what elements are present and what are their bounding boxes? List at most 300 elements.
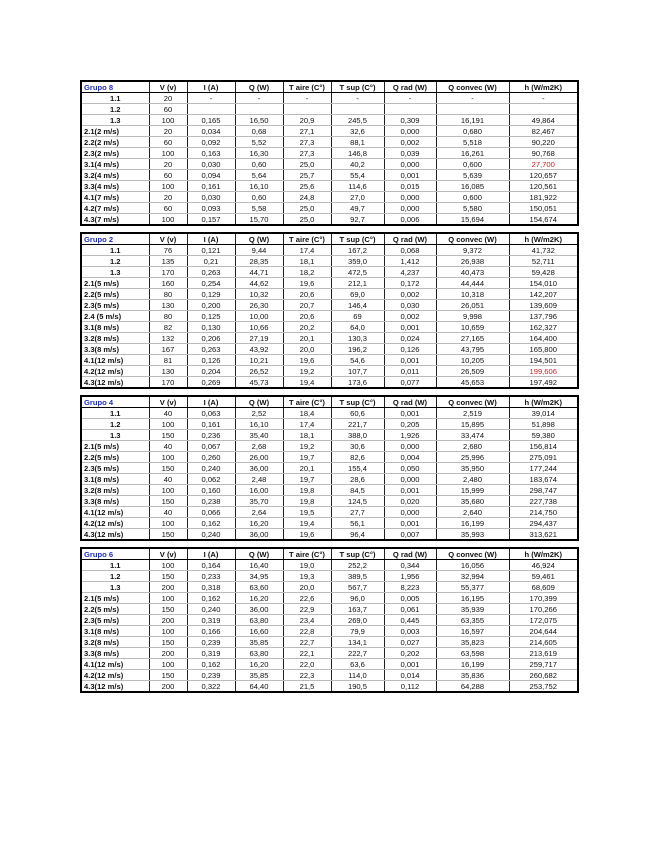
- column-header: h (W/m2K): [509, 233, 578, 245]
- table-cell: 34,95: [235, 571, 283, 582]
- table-cell: 204,644: [509, 626, 578, 637]
- table-cell: 155,4: [331, 463, 384, 474]
- table-cell: 30,6: [331, 441, 384, 452]
- table-cell: 0,000: [384, 441, 436, 452]
- table-cell: 389,5: [331, 571, 384, 582]
- table-cell: 19,8: [283, 485, 331, 496]
- results-document: [80, 80, 577, 699]
- table-cell: 20,2: [283, 322, 331, 333]
- table-cell: 100: [149, 659, 187, 670]
- table-cell: 43,92: [235, 344, 283, 355]
- table-row: [81, 485, 578, 496]
- table-cell: 80: [149, 289, 187, 300]
- table-cell: 26,30: [235, 300, 283, 311]
- table-row: [81, 659, 578, 670]
- table-cell: 80: [149, 311, 187, 322]
- table-row: [81, 593, 578, 604]
- table-cell: 19,6: [283, 529, 331, 541]
- table-cell: 16,056: [436, 560, 509, 571]
- table-cell: 90,768: [509, 148, 578, 159]
- table-cell: 165,800: [509, 344, 578, 355]
- table-cell: 40: [149, 441, 187, 452]
- table-cell: 124,5: [331, 496, 384, 507]
- column-header: Q (W): [235, 233, 283, 245]
- table-cell: 0,125: [187, 311, 235, 322]
- table-row: [81, 104, 578, 115]
- table-cell: 63,598: [436, 648, 509, 659]
- table-cell: 0,165: [187, 115, 235, 126]
- table-cell: 35,950: [436, 463, 509, 474]
- table-cell: 84,5: [331, 485, 384, 496]
- table-cell: 200: [149, 681, 187, 693]
- table-cell: 0,600: [436, 192, 509, 203]
- row-label: 1.2: [81, 104, 149, 115]
- table-cell: -: [283, 93, 331, 104]
- table-cell: 0,254: [187, 278, 235, 289]
- table-cell: 313,621: [509, 529, 578, 541]
- table-cell: 0,000: [384, 507, 436, 518]
- table-cell: 35,85: [235, 637, 283, 648]
- table-cell: 0,027: [384, 637, 436, 648]
- table-cell: 146,8: [331, 148, 384, 159]
- table-cell: 5,58: [235, 203, 283, 214]
- table-cell: 17,4: [283, 419, 331, 430]
- row-label: 4.1(12 m/s): [81, 355, 149, 366]
- table-cell: 19,7: [283, 452, 331, 463]
- table-cell: 2,519: [436, 408, 509, 419]
- table-row: [81, 377, 578, 389]
- table-cell: 49,7: [331, 203, 384, 214]
- table-cell: 63,60: [235, 582, 283, 593]
- table-cell: 120,657: [509, 170, 578, 181]
- table-cell: 63,355: [436, 615, 509, 626]
- table-cell: 472,5: [331, 267, 384, 278]
- table-cell: 0,160: [187, 485, 235, 496]
- table-cell: 359,0: [331, 256, 384, 267]
- column-header: T aire (C°): [283, 81, 331, 93]
- table-row: [81, 637, 578, 648]
- table-cell: 150: [149, 496, 187, 507]
- table-row: [81, 192, 578, 203]
- table-cell: 27,165: [436, 333, 509, 344]
- table-cell: 36,00: [235, 463, 283, 474]
- table-cell: 25,0: [283, 214, 331, 226]
- table-row: [81, 582, 578, 593]
- table-cell: 298,747: [509, 485, 578, 496]
- table-cell: 199,606: [509, 366, 578, 377]
- table-cell: 214,750: [509, 507, 578, 518]
- table-cell: 45,653: [436, 377, 509, 389]
- column-header: Q rad (W): [384, 396, 436, 408]
- row-label: 3.3(4 m/s): [81, 181, 149, 192]
- table-cell: 25,7: [283, 170, 331, 181]
- row-label: 2.1(2 m/s): [81, 126, 149, 137]
- table-row: [81, 115, 578, 126]
- table-cell: 0,001: [384, 485, 436, 496]
- table-cell: 35,836: [436, 670, 509, 681]
- table-cell: 0,236: [187, 430, 235, 441]
- table-cell: 114,6: [331, 181, 384, 192]
- row-label: 1.1: [81, 93, 149, 104]
- column-header: Q (W): [235, 81, 283, 93]
- table-cell: 0,162: [187, 518, 235, 529]
- row-label: 2.1(5 m/s): [81, 441, 149, 452]
- table-row: [81, 507, 578, 518]
- table-cell: 0,162: [187, 659, 235, 670]
- table-cell: 18,1: [283, 430, 331, 441]
- table-cell: 20,1: [283, 463, 331, 474]
- row-label: 3.3(8 m/s): [81, 496, 149, 507]
- table-cell: 0,002: [384, 137, 436, 148]
- table-cell: 0,126: [384, 344, 436, 355]
- table-cell: 0,067: [187, 441, 235, 452]
- row-label: 3.2(4 m/s): [81, 170, 149, 181]
- table-cell: 196,2: [331, 344, 384, 355]
- table-cell: 0,322: [187, 681, 235, 693]
- table-cell: 0,039: [384, 148, 436, 159]
- row-label: 4.1(12 m/s): [81, 659, 149, 670]
- table-cell: 22,7: [283, 637, 331, 648]
- column-header: V (v): [149, 233, 187, 245]
- table-cell: 154,674: [509, 214, 578, 226]
- table-cell: 100: [149, 518, 187, 529]
- table-cell: 64,288: [436, 681, 509, 693]
- table-cell: 137,796: [509, 311, 578, 322]
- group-name: Grupo 8: [81, 81, 149, 93]
- row-label: 2.2(2 m/s): [81, 137, 149, 148]
- table-cell: 5,639: [436, 170, 509, 181]
- table-cell: 40: [149, 474, 187, 485]
- row-label: 3.3(8 m/s): [81, 344, 149, 355]
- table-cell: [509, 104, 578, 115]
- column-header: h (W/m2K): [509, 81, 578, 93]
- table-cell: 0,163: [187, 148, 235, 159]
- table-cell: 90,220: [509, 137, 578, 148]
- table-cell: 69,0: [331, 289, 384, 300]
- table-cell: 27,7: [331, 507, 384, 518]
- row-label: 1.3: [81, 430, 149, 441]
- table-cell: 154,010: [509, 278, 578, 289]
- table-cell: 33,474: [436, 430, 509, 441]
- table-row: [81, 366, 578, 377]
- table-cell: 0,233: [187, 571, 235, 582]
- table-cell: 194,501: [509, 355, 578, 366]
- table-cell: 79,9: [331, 626, 384, 637]
- table-cell: 183,674: [509, 474, 578, 485]
- table-cell: 35,939: [436, 604, 509, 615]
- table-cell: 167: [149, 344, 187, 355]
- table-cell: 27,3: [283, 137, 331, 148]
- table-cell: 177,244: [509, 463, 578, 474]
- table-cell: 16,00: [235, 485, 283, 496]
- table-cell: 2,48: [235, 474, 283, 485]
- table-cell: 64,0: [331, 322, 384, 333]
- table-cell: 27,0: [331, 192, 384, 203]
- table-cell: 27,1: [283, 126, 331, 137]
- table-cell: 114,0: [331, 670, 384, 681]
- table-row: [81, 452, 578, 463]
- table-cell: 2,68: [235, 441, 283, 452]
- table-cell: 164,400: [509, 333, 578, 344]
- column-header: Q convec (W): [436, 396, 509, 408]
- table-cell: -: [384, 93, 436, 104]
- header-row: [81, 548, 578, 560]
- table-cell: 130,3: [331, 333, 384, 344]
- table-cell: 0,092: [187, 137, 235, 148]
- table-cell: 19,4: [283, 377, 331, 389]
- table-cell: 20,6: [283, 311, 331, 322]
- row-label: 4.2(12 m/s): [81, 518, 149, 529]
- group-name: Grupo 4: [81, 396, 149, 408]
- table-cell: 0,000: [384, 192, 436, 203]
- table-cell: 294,437: [509, 518, 578, 529]
- table-cell: 100: [149, 485, 187, 496]
- table-row: [81, 322, 578, 333]
- table-cell: 0,157: [187, 214, 235, 226]
- table-cell: 16,30: [235, 148, 283, 159]
- header-row: [81, 81, 578, 93]
- table-cell: 16,199: [436, 659, 509, 670]
- table-cell: 18,4: [283, 408, 331, 419]
- table-cell: 10,205: [436, 355, 509, 366]
- table-cell: 100: [149, 452, 187, 463]
- table-cell: 172,075: [509, 615, 578, 626]
- table-cell: 56,1: [331, 518, 384, 529]
- table-cell: 0,319: [187, 615, 235, 626]
- table-row: [81, 245, 578, 256]
- table-row: [81, 408, 578, 419]
- table-cell: 0,004: [384, 452, 436, 463]
- group-table-grupo-4: [80, 395, 579, 541]
- table-cell: 39,014: [509, 408, 578, 419]
- table-cell: [331, 104, 384, 115]
- table-row: [81, 278, 578, 289]
- row-label: 4.1(7 m/s): [81, 192, 149, 203]
- row-label: 4.2(12 m/s): [81, 670, 149, 681]
- row-label: 3.3(8 m/s): [81, 648, 149, 659]
- table-row: [81, 604, 578, 615]
- table-cell: 19,4: [283, 518, 331, 529]
- table-cell: 25,996: [436, 452, 509, 463]
- table-cell: 26,938: [436, 256, 509, 267]
- table-cell: 0,263: [187, 267, 235, 278]
- table-cell: 22,3: [283, 670, 331, 681]
- table-cell: 5,64: [235, 170, 283, 181]
- table-cell: 0,002: [384, 289, 436, 300]
- table-cell: 40,473: [436, 267, 509, 278]
- table-cell: 388,0: [331, 430, 384, 441]
- table-cell: 43,795: [436, 344, 509, 355]
- table-cell: 16,191: [436, 115, 509, 126]
- table-cell: 20: [149, 126, 187, 137]
- row-label: 1.3: [81, 267, 149, 278]
- table-cell: 0,006: [384, 214, 436, 226]
- table-row: [81, 333, 578, 344]
- table-cell: 0,204: [187, 366, 235, 377]
- table-cell: 16,597: [436, 626, 509, 637]
- column-header: Q (W): [235, 396, 283, 408]
- row-label: 1.3: [81, 115, 149, 126]
- table-cell: 16,195: [436, 593, 509, 604]
- table-row: [81, 529, 578, 541]
- table-cell: 0,015: [384, 181, 436, 192]
- table-row: [81, 670, 578, 681]
- table-cell: 55,4: [331, 170, 384, 181]
- table-cell: 0,000: [384, 203, 436, 214]
- table-row: [81, 463, 578, 474]
- table-cell: 19,6: [283, 278, 331, 289]
- table-cell: 0,205: [384, 419, 436, 430]
- table-cell: 27,3: [283, 148, 331, 159]
- table-cell: 0,680: [436, 126, 509, 137]
- row-label: 3.2(8 m/s): [81, 333, 149, 344]
- table-cell: 10,21: [235, 355, 283, 366]
- table-cell: 19,2: [283, 441, 331, 452]
- table-row: [81, 474, 578, 485]
- table-row: [81, 430, 578, 441]
- table-cell: 0,21: [187, 256, 235, 267]
- table-cell: -: [509, 93, 578, 104]
- table-cell: 5,52: [235, 137, 283, 148]
- table-row: [81, 300, 578, 311]
- table-cell: 150: [149, 571, 187, 582]
- table-cell: 227,738: [509, 496, 578, 507]
- table-cell: 0,061: [384, 604, 436, 615]
- table-cell: 0,319: [187, 648, 235, 659]
- table-cell: 259,717: [509, 659, 578, 670]
- table-cell: 0,161: [187, 419, 235, 430]
- table-cell: 150: [149, 637, 187, 648]
- table-cell: 0,050: [384, 463, 436, 474]
- table-cell: 8,223: [384, 582, 436, 593]
- table-row: [81, 355, 578, 366]
- table-cell: 40: [149, 408, 187, 419]
- row-label: 2.3(2 m/s): [81, 148, 149, 159]
- column-header: T aire (C°): [283, 233, 331, 245]
- table-cell: 160: [149, 278, 187, 289]
- table-cell: 63,80: [235, 615, 283, 626]
- table-cell: 0,001: [384, 518, 436, 529]
- table-cell: 170,399: [509, 593, 578, 604]
- table-cell: 0,240: [187, 529, 235, 541]
- table-cell: 0,239: [187, 670, 235, 681]
- column-header: T sup (C°): [331, 396, 384, 408]
- table-cell: [283, 104, 331, 115]
- table-cell: 16,261: [436, 148, 509, 159]
- table-cell: 0,161: [187, 181, 235, 192]
- table-cell: 0,005: [384, 593, 436, 604]
- table-cell: 19,2: [283, 366, 331, 377]
- table-cell: 0,126: [187, 355, 235, 366]
- header-row: [81, 233, 578, 245]
- column-header: V (v): [149, 81, 187, 93]
- table-cell: 0,263: [187, 344, 235, 355]
- table-cell: 35,70: [235, 496, 283, 507]
- table-cell: 213,619: [509, 648, 578, 659]
- table-row: [81, 626, 578, 637]
- table-cell: 41,732: [509, 245, 578, 256]
- table-cell: 1,412: [384, 256, 436, 267]
- row-label: 1.1: [81, 408, 149, 419]
- column-header: Q rad (W): [384, 81, 436, 93]
- column-header: h (W/m2K): [509, 548, 578, 560]
- group-name: Grupo 2: [81, 233, 149, 245]
- table-row: [81, 648, 578, 659]
- table-cell: 9,998: [436, 311, 509, 322]
- table-cell: 146,4: [331, 300, 384, 311]
- table-cell: 252,2: [331, 560, 384, 571]
- table-cell: 35,85: [235, 670, 283, 681]
- table-row: [81, 256, 578, 267]
- table-cell: 173,6: [331, 377, 384, 389]
- table-cell: 16,60: [235, 626, 283, 637]
- table-cell: 0,129: [187, 289, 235, 300]
- table-cell: 15,70: [235, 214, 283, 226]
- table-cell: 22,8: [283, 626, 331, 637]
- table-cell: 197,492: [509, 377, 578, 389]
- row-label: 2.1(5 m/s): [81, 593, 149, 604]
- table-cell: 35,823: [436, 637, 509, 648]
- table-row: [81, 267, 578, 278]
- table-cell: 150: [149, 463, 187, 474]
- table-cell: 59,428: [509, 267, 578, 278]
- row-label: 1.2: [81, 419, 149, 430]
- table-cell: 64,40: [235, 681, 283, 693]
- table-cell: 0,200: [187, 300, 235, 311]
- table-cell: 25,6: [283, 181, 331, 192]
- table-cell: 245,5: [331, 115, 384, 126]
- table-cell: 60: [149, 104, 187, 115]
- table-cell: 0,269: [187, 377, 235, 389]
- row-label: 1.3: [81, 582, 149, 593]
- header-row: [81, 396, 578, 408]
- table-row: [81, 441, 578, 452]
- table-cell: -: [436, 93, 509, 104]
- table-cell: 20: [149, 192, 187, 203]
- table-cell: 24,8: [283, 192, 331, 203]
- table-cell: 170: [149, 377, 187, 389]
- table-cell: 22,0: [283, 659, 331, 670]
- table-cell: 27,19: [235, 333, 283, 344]
- table-cell: 1,926: [384, 430, 436, 441]
- table-cell: 0,000: [384, 159, 436, 170]
- table-cell: 0,001: [384, 659, 436, 670]
- column-header: T aire (C°): [283, 396, 331, 408]
- table-cell: 60,6: [331, 408, 384, 419]
- table-cell: 28,35: [235, 256, 283, 267]
- row-label: 2.2(5 m/s): [81, 604, 149, 615]
- table-cell: 0,240: [187, 604, 235, 615]
- column-header: V (v): [149, 396, 187, 408]
- row-label: 2.1(5 m/s): [81, 278, 149, 289]
- table-cell: 96,4: [331, 529, 384, 541]
- row-label: 3.1(8 m/s): [81, 626, 149, 637]
- table-cell: 0,093: [187, 203, 235, 214]
- table-cell: 19,6: [283, 355, 331, 366]
- row-label: 2.3(5 m/s): [81, 463, 149, 474]
- table-cell: 150: [149, 529, 187, 541]
- table-cell: 23,4: [283, 615, 331, 626]
- table-row: [81, 159, 578, 170]
- table-cell: 107,7: [331, 366, 384, 377]
- table-cell: 200: [149, 615, 187, 626]
- table-row: [81, 181, 578, 192]
- table-row: [81, 214, 578, 226]
- table-row: [81, 170, 578, 181]
- table-cell: 0,034: [187, 126, 235, 137]
- column-header: Q rad (W): [384, 233, 436, 245]
- table-cell: 60: [149, 203, 187, 214]
